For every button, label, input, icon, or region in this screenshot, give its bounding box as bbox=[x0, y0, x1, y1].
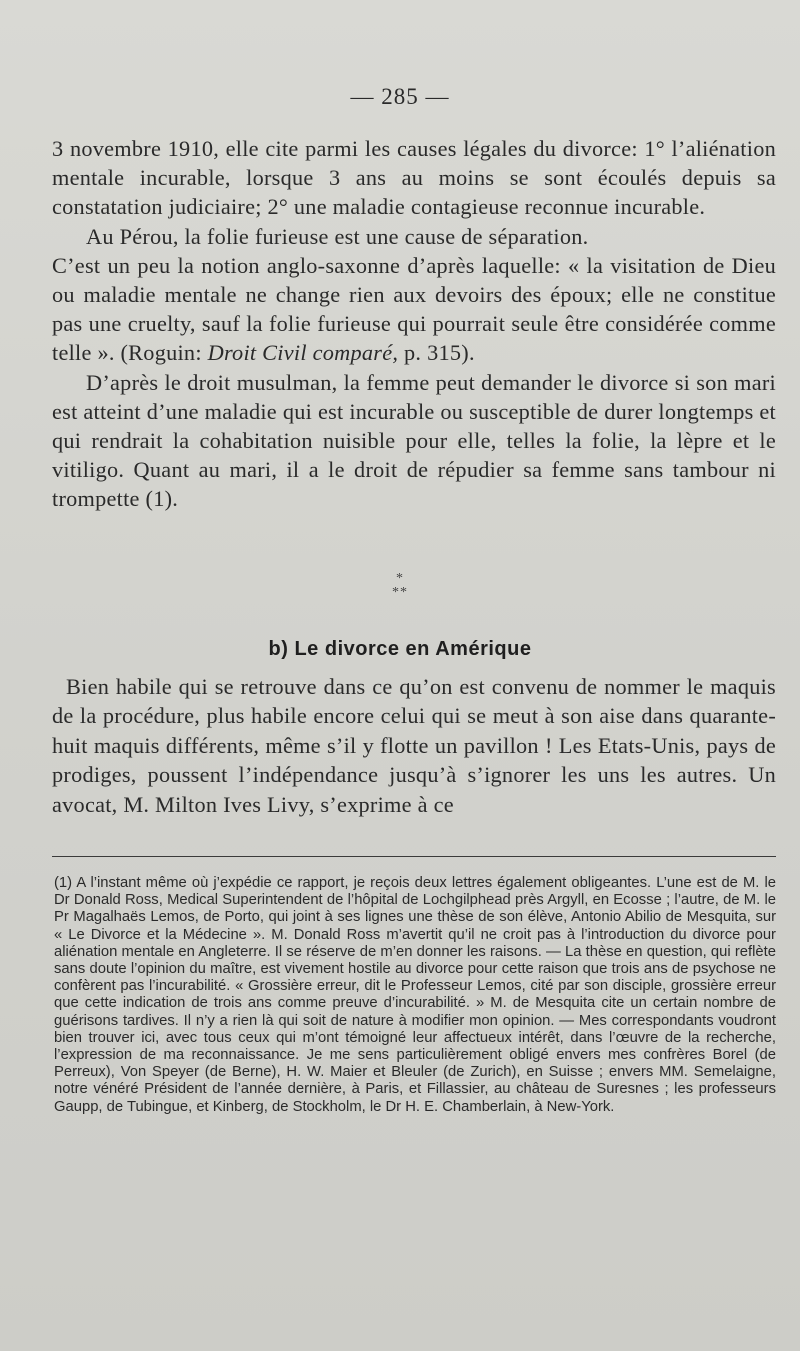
citation-title: Droit Civil comparé, bbox=[207, 340, 399, 366]
section-text-block bbox=[52, 672, 776, 819]
footnote bbox=[54, 875, 776, 1116]
asterism-bottom: ** bbox=[392, 585, 408, 600]
page-number: — 285 — bbox=[350, 84, 450, 109]
paragraph-america-intro: Bien habile qui se retrouve dans ce qu’on est convenu de nommer le maquis de la procédure, plus habile encore celui qui se meut à son aise dans quarante-huit maquis différents, même s’il y flotte un pavillon ! Les Etats-Unis, pays de prodiges, poussent l’indépendance jusqu’à s’ignorer les uns les autres. Un avocat, M. Milton Ives Livy, s’exprime à ce bbox=[52, 674, 776, 817]
asterism-divider bbox=[0, 572, 800, 600]
footnote-text: (1) A l’instant même où j’expédie ce rapport, je reçois deux lettres également obligeantes. L’une est de M. le Dr Donald Ross, Medical Superintendent de l’hôpital de Lochgilphead près Argyll, en Ecosse ; l’autre, de M. le Pr Magalhaës Lemos, de Porto, qui joint à ses lignes une thèse de son élève, Antonio Abilio de Mesquita, sur « Le Divorce et la Médecine ». M. Donald Ross m’avertit qu’il ne croit pas à l’introduction du divorce pour aliénation mentale en Angleterre. Il se réserve de m’en donner les raisons. — La thèse en question, qui reflète sans doute l’opinion du maître, est vivement hostile au divorce pour cette raison que trois ans de psychose ne confèrent pas l’incurabilité. « Grossière erreur, dit le Professeur Lemos, cité par son disciple, grossière erreur que cette indication de trois ans comme preuve d’incurabilité. » M. de Mesquita cite un certain nombre de guérisons tardives. Il n’y a rien là qui soit de nature à modifier mon opinion. — Mes correspondants voudront bien trouver ici, avec tous ceux qui m’ont témoigné leur affectueux intérêt, dans l’œuvre de la recherche, l’expression de ma reconnaissance. Je me sens particulièrement obligé envers mes confrères Borel (de Perreux), Von Speyer (de Berne), H. W. Maier et Bleuler (de Zurich), en Suisse ; envers MM. Semelaigne, notre vénéré Président de l’année dernière, à Paris, et Fillassier, au château de Suresnes ; les professeurs Gaupp, de Tubingue, et Kinberg, de Stockholm, le Dr H. E. Chamberlain, à New-York. bbox=[54, 875, 776, 1115]
section-heading: b) Le divorce en Amérique bbox=[268, 638, 532, 660]
main-text-block bbox=[52, 134, 776, 514]
paragraph-anglo-saxon-notion bbox=[52, 251, 776, 368]
footnote-rule bbox=[52, 856, 776, 857]
citation-page: p. 315). bbox=[398, 340, 475, 366]
paragraph-anglo-saxon-text: C’est un peu la notion anglo-saxonne d’après laquelle: « la visitation de Dieu ou maladie mentale ne change rien aux devoirs des époux; elle ne constitue pas une cruelty, sauf la folie furieuse qui pourrait seule être considérée comme telle ». (Roguin: bbox=[52, 252, 776, 366]
paragraph-peru: Au Pérou, la folie furieuse est une cause de séparation. bbox=[86, 223, 589, 249]
asterism-top: * bbox=[396, 571, 404, 586]
paragraph-peru-law-continuation: 3 novembre 1910, elle cite parmi les causes légales du divorce: 1° l’aliénation mentale incurable, lorsque 3 ans au moins se sont écoulés depuis sa constatation judiciaire; 2° une maladie contagieuse reconnue incurable. bbox=[52, 136, 776, 220]
paragraph-muslim-law: D’après le droit musulman, la femme peut demander le divorce si son mari est atteint d’une maladie qui est incurable ou susceptible de durer longtemps et qui rendrait la cohabitation nuisible pour elle, telles la folie, la lèpre et le vitiligo. Quant au mari, il a le droit de répudier sa femme sans tambour ni trompette (1). bbox=[52, 369, 776, 512]
